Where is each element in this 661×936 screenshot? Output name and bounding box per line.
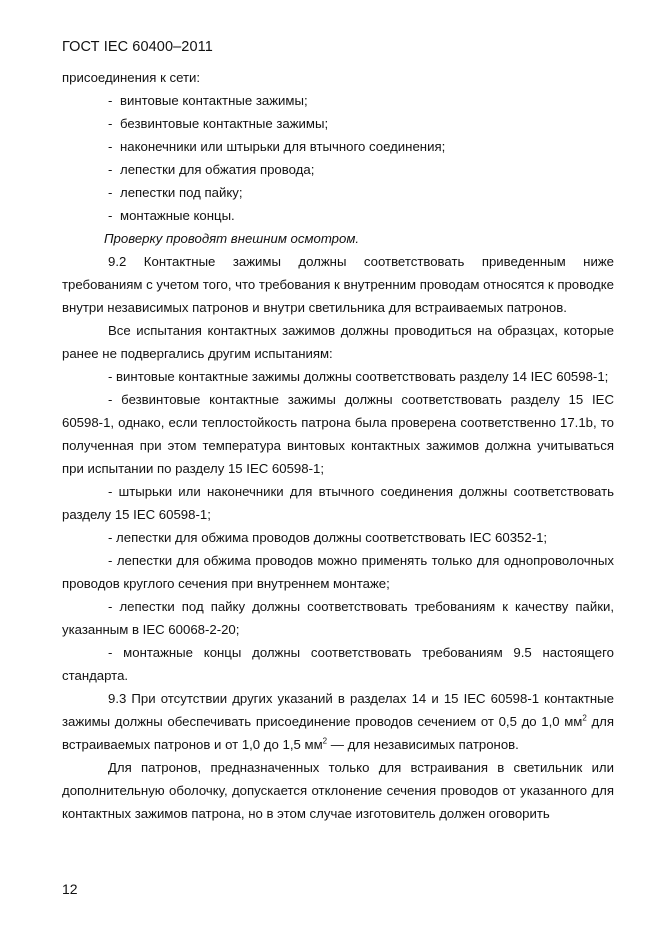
- page-number: 12: [62, 881, 78, 897]
- list-item-text: лепестки для обжатия провода;: [120, 162, 315, 177]
- document-body: [62, 66, 614, 825]
- list-item: - лепестки для обжима проводов можно применять только для однопроволочных проводов круглого сечения при внутреннем монтаже;: [62, 553, 614, 591]
- paragraph-9-3: [62, 687, 614, 756]
- list-item: - монтажные концы должны соответствовать требованиям 9.5 настоящего стандарта.: [62, 645, 614, 683]
- paragraph-9-3-part3: — для независимых патронов.: [327, 737, 519, 752]
- list-item-text: лепестки под пайку;: [120, 185, 243, 200]
- list-item-text: безвинтовые контактные зажимы;: [120, 116, 329, 131]
- list-item: - винтовые контактные зажимы;: [108, 93, 308, 108]
- list-item-text: винтовые контактные зажимы;: [120, 93, 308, 108]
- list-item-text: наконечники или штырьки для втычного соединения;: [120, 139, 446, 154]
- tests-intro: Все испытания контактных зажимов должны проводиться на образцах, которые ранее не подвергались другим испытаниям:: [62, 323, 614, 361]
- paragraph-9-3-part2: для встраиваемых патронов и от 1,0 до 1,5 мм: [62, 714, 614, 752]
- list-item: - безвинтовые контактные зажимы;: [108, 116, 329, 131]
- list-item: - лепестки для обжатия провода;: [108, 162, 315, 177]
- list-item: - лепестки для обжима проводов должны соответствовать IEC 60352-1;: [108, 530, 548, 545]
- standard-header: ГОСТ IEC 60400–2011: [62, 39, 213, 55]
- paragraph-9-3-part1: 9.3 При отсутствии других указаний в разделах 14 и 15 IEC 60598-1 контактные зажимы должны обеспечивать присоединение проводов сечением от 0,5 до 1,0 мм: [62, 691, 614, 729]
- list-item: - монтажные концы.: [108, 208, 235, 223]
- inspection-note: Проверку проводят внешним осмотром.: [104, 231, 360, 246]
- list-item: - лепестки под пайку должны соответствовать требованиям к качеству пайки, указанным в IEC 60068-2-20;: [62, 599, 614, 637]
- test-requirements-list: [62, 365, 614, 687]
- list-item: - наконечники или штырьки для втычного соединения;: [108, 139, 446, 154]
- list-item-text: монтажные концы.: [120, 208, 235, 223]
- superscript-2: 2: [322, 736, 328, 746]
- paragraph-9-2: 9.2 Контактные зажимы должны соответствовать приведенным ниже требованиям с учетом того, что требования к внутренним проводам относятся к проводке внутри независимых патронов и внутри светильника для встраиваемых патронов.: [62, 254, 614, 315]
- superscript-2: 2: [582, 713, 587, 723]
- list-item: - безвинтовые контактные зажимы должны соответствовать разделу 15 IEC 60598-1, однако, если теплостойкость патрона была проверена соответственно 17.1b, то полученная при этом температура винтовых контактных зажимов должна учитываться при испытании по разделу 15 IEC 60598-1;: [62, 392, 614, 476]
- paragraph-continuation: Для патронов, предназначенных только для встраивания в светильник или дополнительную оболочку, допускается отклонение сечения проводов от указанного для контактных зажимов патрона, но в этом случае изготовитель должен оговорить: [62, 760, 614, 821]
- intro-text: присоединения к сети:: [62, 70, 201, 85]
- list-item: - винтовые контактные зажимы должны соответствовать разделу 14 IEC 60598-1;: [108, 369, 609, 384]
- list-item: - лепестки под пайку;: [108, 185, 243, 200]
- list-item: - штырьки или наконечники для втычного соединения должны соответствовать разделу 15 IEC 60598-1;: [62, 484, 614, 522]
- connection-list: [62, 89, 614, 227]
